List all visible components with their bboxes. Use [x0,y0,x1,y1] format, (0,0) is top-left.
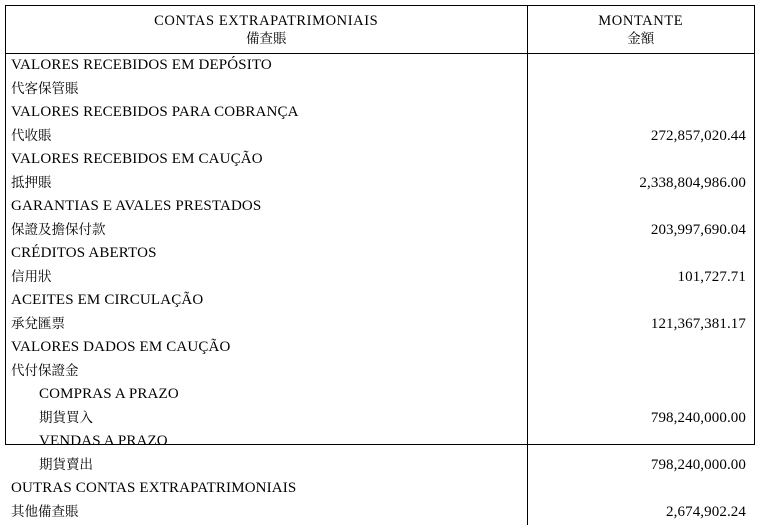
account-label-cell [6,195,527,219]
account-label-cell [6,501,527,525]
amount-cell [527,172,754,196]
account-label: CRÉDITOS ABERTOS [11,245,157,261]
account-label-cell [6,101,527,125]
account-label: VALORES RECEBIDOS EM DEPÓSITO [11,57,272,73]
account-label-cell [6,383,527,407]
account-label-cell [6,289,527,313]
account-label: 代付保證金 [11,362,79,379]
account-label: 保證及擔保付款 [11,221,106,238]
table-row [6,383,754,407]
amount-cell [527,454,754,478]
amount-cell [527,313,754,337]
extrapatrimonial-accounts-table [6,6,754,525]
table-row [6,454,754,478]
account-label: 承兌匯票 [11,315,65,332]
table-row [6,125,754,149]
amount-cell [527,501,754,525]
account-label: COMPRAS A PRAZO [39,386,179,402]
account-label: VALORES DADOS EM CAUÇÃO [11,339,231,355]
account-label-cell [6,219,527,243]
account-label: VALORES RECEBIDOS PARA COBRANÇA [11,104,299,120]
account-label-cell [6,78,527,102]
account-label: 信用狀 [11,268,52,285]
table-header-row [6,6,754,54]
account-label: VENDAS A PRAZO [39,433,168,449]
account-label-cell [6,125,527,149]
table-row [6,289,754,313]
extrapatrimonial-accounts-table-frame [5,5,755,520]
account-label-cell [6,266,527,290]
column-header-amount-pt: MONTANTE [598,13,684,29]
amount-value: 798,240,000.00 [650,409,746,426]
table-row [6,148,754,172]
account-label-cell [6,313,527,337]
amount-cell [527,360,754,384]
table-row [6,78,754,102]
table-body [6,54,754,525]
amount-value: 272,857,020.44 [650,127,746,144]
account-label: GARANTIAS E AVALES PRESTADOS [11,198,262,214]
column-header-accounts-zh: 備查賬 [246,31,287,47]
amount-value: 2,674,902.24 [666,503,746,520]
account-label: ACEITES EM CIRCULAÇÃO [11,292,204,308]
account-label-cell [6,454,527,478]
bottom-rule [5,444,755,445]
amount-cell [527,219,754,243]
amount-cell [527,477,754,501]
table-row [6,195,754,219]
account-label: 代收賬 [11,127,52,144]
amount-cell [527,242,754,266]
table-row [6,266,754,290]
table-row [6,172,754,196]
amount-cell [527,148,754,172]
column-header-amount-zh: 金額 [627,31,655,47]
account-label: 抵押賬 [11,174,52,191]
account-label: 其他備查賬 [11,503,79,520]
table-row [6,360,754,384]
account-label: OUTRAS CONTAS EXTRAPATRIMONIAIS [11,480,297,496]
amount-cell [527,289,754,313]
column-header-accounts [6,6,527,54]
amount-cell [527,430,754,454]
account-label-cell [6,360,527,384]
table-row [6,501,754,525]
account-label-cell [6,430,527,454]
account-label-cell [6,407,527,431]
column-header-accounts-pt: CONTAS EXTRAPATRIMONIAIS [154,13,379,29]
amount-value: 798,240,000.00 [650,456,746,473]
table-row [6,313,754,337]
table-row [6,430,754,454]
amount-cell [527,54,754,78]
amount-cell [527,125,754,149]
amount-value: 2,338,804,986.00 [639,174,746,191]
account-label: 期貨買入 [39,409,93,426]
table-row [6,219,754,243]
table-row [6,54,754,78]
table-row [6,407,754,431]
table-row [6,242,754,266]
account-label-cell [6,336,527,360]
amount-cell [527,266,754,290]
amount-value: 101,727.71 [677,268,746,285]
amount-cell [527,195,754,219]
table-row [6,336,754,360]
table-header [6,6,754,54]
account-label-cell [6,148,527,172]
column-header-amount [527,6,754,54]
account-label: 代客保管賬 [11,80,79,97]
account-label-cell [6,242,527,266]
table-row [6,477,754,501]
account-label-cell [6,54,527,78]
amount-cell [527,78,754,102]
account-label-cell [6,172,527,196]
amount-cell [527,407,754,431]
amount-cell [527,101,754,125]
amount-value: 121,367,381.17 [650,315,746,332]
amount-cell [527,383,754,407]
amount-cell [527,336,754,360]
table-row [6,101,754,125]
amount-value: 203,997,690.04 [650,221,746,238]
account-label: VALORES RECEBIDOS EM CAUÇÃO [11,151,263,167]
account-label: 期貨賣出 [39,456,93,473]
account-label-cell [6,477,527,501]
